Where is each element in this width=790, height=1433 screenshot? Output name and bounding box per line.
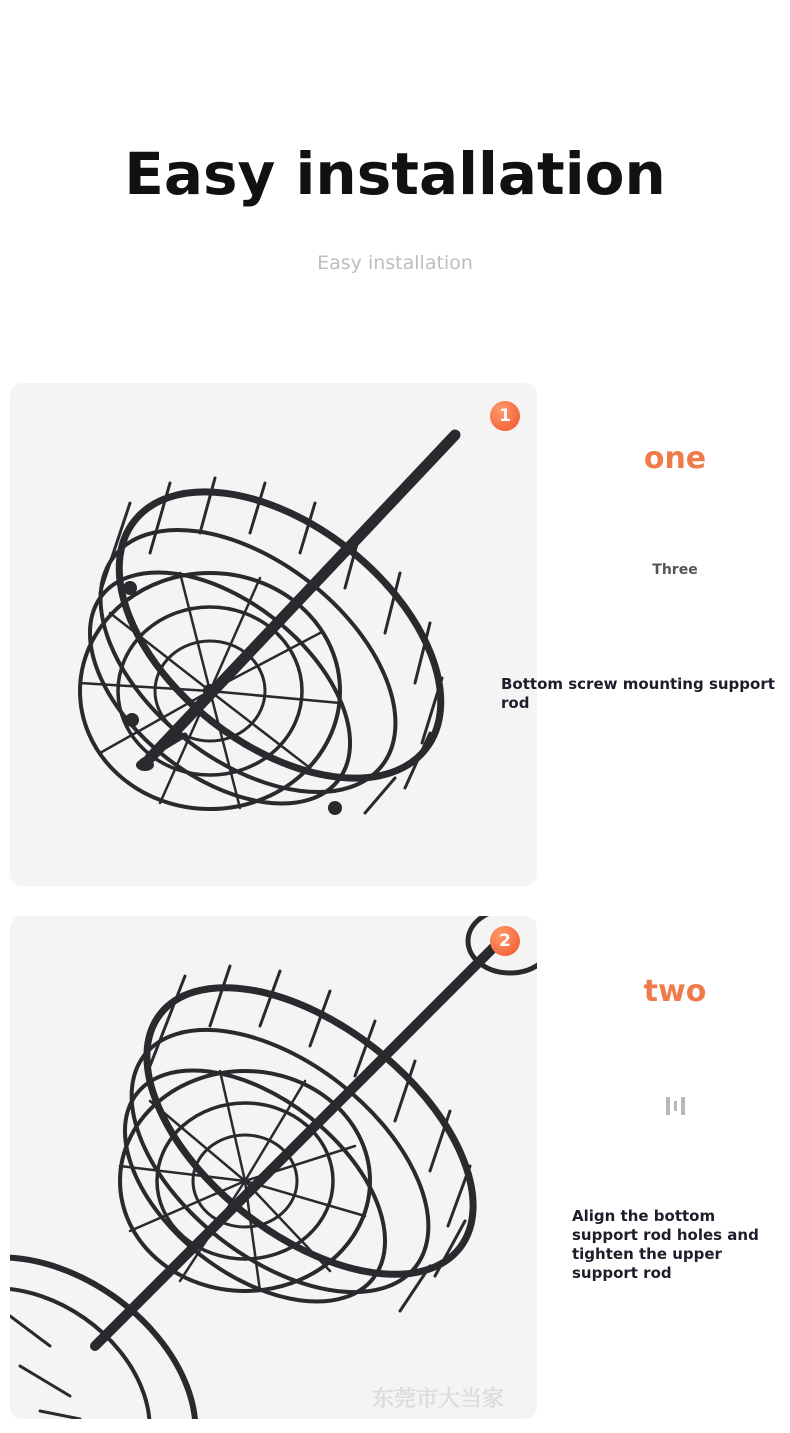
page-subtitle: Easy installation: [317, 252, 473, 274]
basket-illustration-step-2: [10, 916, 537, 1419]
step-1-word: one: [643, 441, 707, 476]
step-1-small-label: Three: [652, 562, 698, 578]
step-1-badge: 1: [490, 401, 520, 431]
page-title: Easy installation: [124, 140, 666, 208]
step-2-badge: 2: [490, 926, 520, 956]
step-2-image-panel: [10, 916, 537, 1419]
step-2-description: Align the bottom support rod holes and tighten the upper support rod: [572, 1207, 759, 1282]
step-1-description: Bottom screw mounting support rod: [501, 675, 775, 712]
watermark: 东莞市大当家: [372, 1387, 505, 1412]
step-1-image-panel: [10, 383, 537, 886]
step-2-rod-icon: [666, 1097, 686, 1115]
basket-illustration-step-1: [10, 383, 537, 886]
step-2-word: two: [643, 974, 707, 1009]
